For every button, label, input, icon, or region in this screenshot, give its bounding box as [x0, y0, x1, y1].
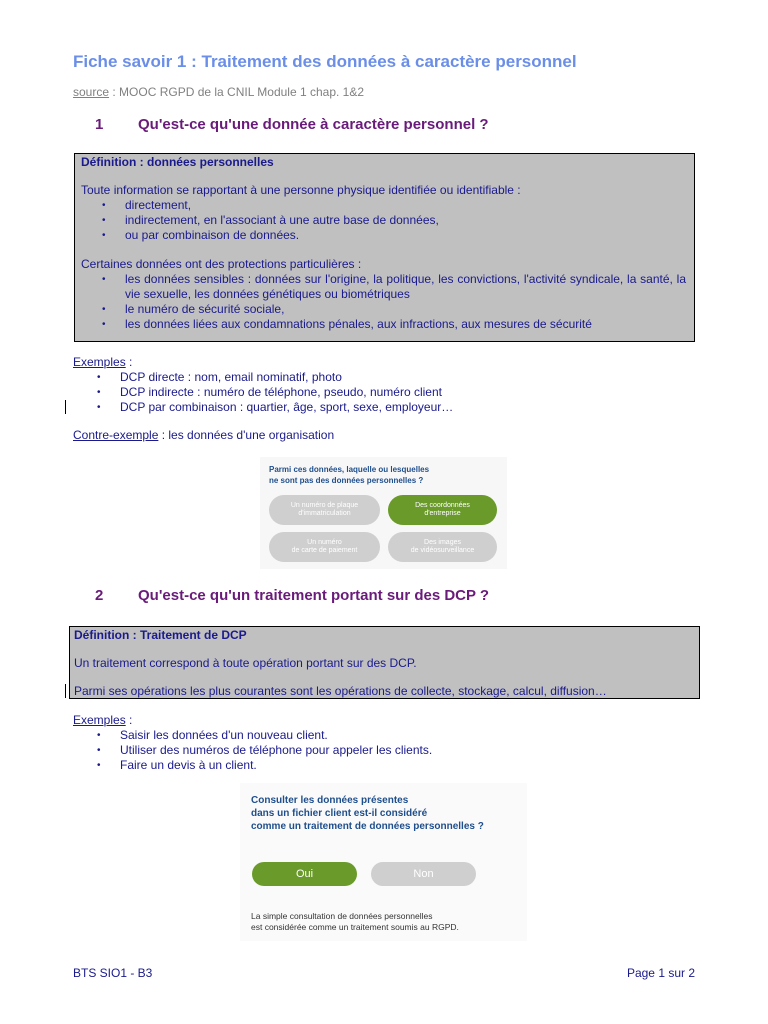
examples-list: [76, 370, 676, 415]
definition-title: Définition : données personnelles: [81, 155, 274, 169]
definition-p1: Un traitement correspond à toute opération portant sur des DCP.: [74, 656, 417, 670]
protections-intro: Certaines données ont des protections particulières :: [81, 257, 362, 271]
quiz-option-plate-number: Un numéro de plaque d'immatriculation: [269, 495, 380, 525]
quiz-image-personal-data: [260, 457, 507, 569]
definition-intro: Toute information se rapportant à une personne physique identifiée ou identifiable :: [81, 183, 521, 197]
list-item: • les données liées aux condamnations pénales, aux infractions, aux mesures de sécurité: [81, 317, 688, 332]
text-cursor: [65, 400, 66, 414]
examples-label: Exemples: [73, 355, 126, 369]
list-item: • les données sensibles : données sur l'origine, la politique, les convictions, l'activité syndicale, la santé, la vie sexuelle, les données génétiques ou biométriques: [81, 272, 688, 302]
examples-list: [76, 728, 676, 773]
section2-heading: [95, 587, 655, 607]
section1-heading: [95, 116, 655, 136]
footer-left: BTS SIO1 - B3: [73, 966, 153, 980]
examples-label: Exemples: [73, 713, 126, 727]
quiz-option-card-number: Un numéro de carte de paiement: [269, 532, 380, 562]
quiz-answer-no: Non: [371, 862, 476, 886]
examples-heading: Exemples :: [73, 355, 133, 369]
list-item: • Utiliser des numéros de téléphone pour appeler les clients.: [76, 743, 676, 758]
list-item: • DCP indirecte : numéro de téléphone, pseudo, numéro client: [76, 385, 676, 400]
list-item: • ou par combinaison de données.: [81, 228, 688, 243]
list-item: • le numéro de sécurité sociale,: [81, 302, 688, 317]
list-item: • directement,: [81, 198, 688, 213]
source-text: : MOOC RGPD de la CNIL Module 1 chap. 1&2: [109, 85, 365, 99]
list-item: • Saisir les données d'un nouveau client.: [76, 728, 676, 743]
section1-title: Qu'est-ce qu'une donnée à caractère personnel ?: [138, 116, 489, 133]
list-item: • Faire un devis à un client.: [76, 758, 676, 773]
counter-example: [73, 428, 334, 443]
section1-number: 1: [95, 116, 104, 133]
section2-title: Qu'est-ce qu'un traitement portant sur des DCP ?: [138, 587, 490, 604]
quiz-option-company-details: Des coordonnées d'entreprise: [388, 495, 497, 525]
quiz-answer-yes: Oui: [252, 862, 357, 886]
definition-list: [81, 198, 688, 243]
definition-p2: Parmi ses opérations les plus courantes sont les opérations de collecte, stockage, calcul, diffusion…: [74, 684, 607, 698]
definition-title: Définition : Traitement de DCP: [74, 628, 247, 642]
source-line: [73, 85, 364, 99]
quiz-image-consultation: [240, 783, 527, 941]
quiz-option-video-images: Des images de vidéosurveillance: [388, 532, 497, 562]
source-link[interactable]: source: [73, 85, 110, 99]
quiz-question: Parmi ces données, laquelle ou lesquelles ne sont pas des données personnelles ?: [269, 465, 430, 485]
definition-box-processing: [69, 626, 700, 699]
footer-page-number: Page 1 sur 2: [626, 966, 695, 980]
definition-box-dcp: [74, 153, 695, 342]
section2-number: 2: [95, 587, 104, 604]
examples-heading: Exemples :: [73, 713, 133, 727]
quiz-explanation: La simple consultation de données personnelles est considérée comme un traitement soumis au RGPD.: [251, 911, 459, 932]
page-title: Fiche savoir 1 : Traitement des données à caractère personnel: [73, 52, 577, 71]
list-item: • indirectement, en l'associant à une autre base de données,: [81, 213, 688, 228]
quiz-question: Consulter les données présentes dans un fichier client est-il considéré comme un traitement de données personnelles ?: [251, 795, 484, 832]
list-item: • DCP par combinaison : quartier, âge, sport, sexe, employeur…: [76, 400, 676, 415]
counter-example-label: Contre-exemple: [73, 428, 159, 442]
text-cursor: [65, 684, 66, 698]
protections-list: [81, 272, 688, 332]
counter-example-text: : les données d'une organisation: [158, 428, 335, 442]
list-item: • DCP directe : nom, email nominatif, photo: [76, 370, 676, 385]
